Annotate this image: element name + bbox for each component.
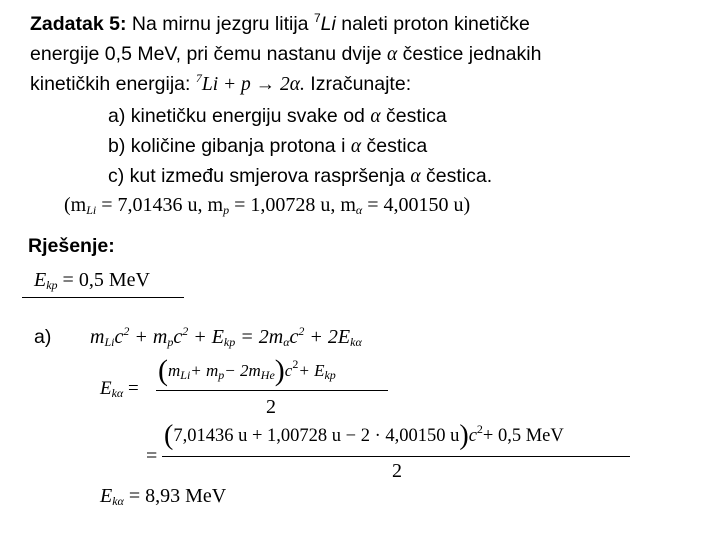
alpha-symbol: α xyxy=(387,44,398,65)
energy-conservation-equation: $m_{Li}c^2 + m_pc^2 + E_{kp} = 2m_\alpha c^2 + 2E_{k\alpha}$ xyxy=(90,324,362,349)
result-energy: $E_{k\alpha} = 8,93$ MeV xyxy=(100,485,227,508)
task-line-3: kinetičkih energija: $^7$Li + p → 2α. Izračunajte: xyxy=(30,71,412,95)
fraction-numerator: $(m_{Li}+ m_p- 2m_{He})c^2+ E_{kp}$ xyxy=(158,354,336,387)
fraction-numerator: (7,01436 u + 1,00728 u − 2 · 4,00150 $u)c^2+ 0,5$ MeV xyxy=(164,420,564,451)
task-line-2: energije 0,5 MeV, pri čemu nastanu dvije α čestice jednakih xyxy=(30,43,542,65)
arrow-icon: → xyxy=(255,74,276,95)
fraction-bar xyxy=(162,456,630,457)
fraction-eq: = xyxy=(146,445,158,467)
alpha-symbol: α xyxy=(410,166,421,187)
solution-heading: Rješenje: xyxy=(28,235,115,257)
fraction-denominator: 2 xyxy=(266,396,276,418)
fraction-denominator: 2 xyxy=(392,460,402,482)
fraction-lhs: $E_{k\alpha}$ = xyxy=(100,378,139,400)
task-part-b: b) količine gibanja protona i α čestica xyxy=(108,135,428,157)
fraction-bar xyxy=(156,390,388,391)
task-part-a: a) kinetičku energiju svake od α čestica xyxy=(108,105,447,127)
reaction-equation: $^7$Li + p → 2α. xyxy=(195,71,305,95)
task-part-c: c) kut između smjerova raspršenja α čestica. xyxy=(108,165,493,187)
part-a-label: a) xyxy=(34,326,52,348)
alpha-symbol: α xyxy=(350,136,362,157)
divider xyxy=(22,297,184,298)
symbolic-fraction xyxy=(100,352,400,422)
task-line-1: Zadatak 5: Na mirnu jezgru litija $^7$Li naleti proton kinetičke xyxy=(30,11,530,35)
given-masses: ($m_{Li} = 7,01436$ u, $m_p = 1,00728$ u, $m_\alpha = 4,00150$ u) xyxy=(64,194,471,217)
task-title: Zadatak 5: xyxy=(30,13,127,35)
alpha-symbol: α xyxy=(370,106,381,127)
given-energy: $E_{kp} = 0,5$ MeV xyxy=(34,269,150,292)
numeric-fraction xyxy=(146,418,646,488)
